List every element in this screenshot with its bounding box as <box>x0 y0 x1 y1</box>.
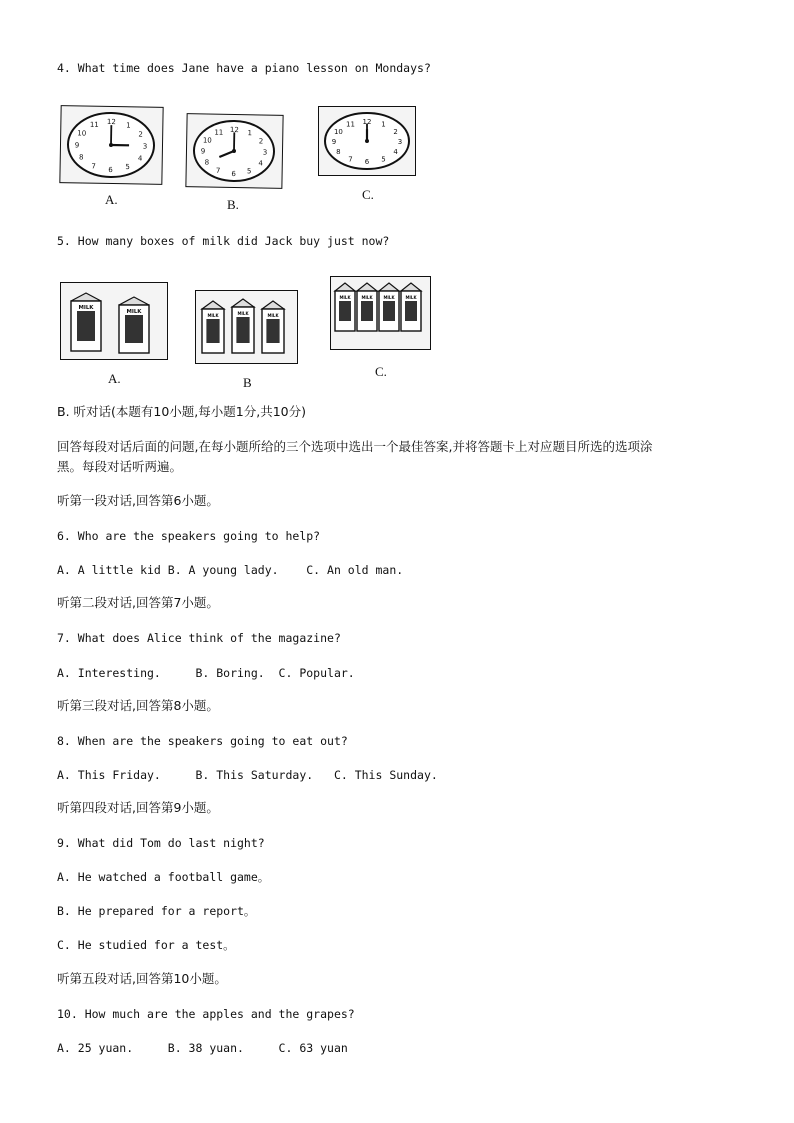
svg-text:MILK: MILK <box>339 295 351 300</box>
question-9: 9. What did Tom do last night? <box>57 836 265 850</box>
milk-carton-icon <box>379 283 399 331</box>
svg-text:MILK: MILK <box>237 311 249 316</box>
clock-number: 7 <box>215 166 221 175</box>
clock-number: 8 <box>336 148 341 156</box>
clock-number: 4 <box>258 159 263 168</box>
answer-options: A. Interesting. B. Boring. C. Popular. <box>57 666 355 680</box>
clock-number: 6 <box>364 158 370 166</box>
svg-text:MILK: MILK <box>383 295 395 300</box>
clock-icon <box>325 113 409 169</box>
question-4: 4. What time does Jane have a piano lesson on Mondays? <box>57 61 431 75</box>
milk-carton-icon <box>232 299 254 353</box>
clock-figure-b <box>185 113 283 189</box>
milk-carton-icon <box>335 283 355 331</box>
svg-text:MILK: MILK <box>207 313 219 318</box>
clock-number: 3 <box>397 138 403 146</box>
question-5: 5. How many boxes of milk did Jack buy just now? <box>57 234 390 248</box>
instructions-line-1: 回答每段对话后面的问题,在每小题所给的三个选项中选出一个最佳答案,并将答题卡上对应题目所选的选项涂 <box>57 439 653 454</box>
option-caption-b: B <box>243 375 252 390</box>
dialogue-intro: 听第二段对话,回答第7小题。 <box>57 595 219 610</box>
answer-options: A. This Friday. B. This Saturday. C. This Sunday. <box>57 768 438 782</box>
clock-number: 9 <box>74 141 80 150</box>
clock-number: 7 <box>91 162 96 171</box>
clock-number: 10 <box>77 129 87 138</box>
milk-carton-icon <box>202 301 224 353</box>
clock-number: 6 <box>108 165 113 175</box>
instructions-line-2: 黑。每段对话听两遍。 <box>57 459 183 474</box>
clock-number: 7 <box>348 155 353 164</box>
clock-number: 6 <box>231 169 236 179</box>
clock-number: 12 <box>229 125 239 135</box>
answer-option-b: B. He prepared for a report。 <box>57 904 256 918</box>
clock-number: 5 <box>246 167 252 176</box>
svg-text:MILK: MILK <box>267 313 279 318</box>
svg-text:MILK: MILK <box>405 295 417 300</box>
clock-number: 4 <box>137 154 143 163</box>
clock-number: 11 <box>89 120 99 129</box>
question-7: 7. What does Alice think of the magazine? <box>57 631 341 645</box>
option-caption-b: B. <box>227 197 239 212</box>
milk-figure-a <box>60 282 168 360</box>
option-caption-a: A. <box>108 371 121 386</box>
dialogue-intro: 听第五段对话,回答第10小题。 <box>57 971 227 986</box>
answer-options: A. 25 yuan. B. 38 yuan. C. 63 yuan <box>57 1041 348 1055</box>
milk-carton-icon <box>357 283 377 331</box>
clock-number: 3 <box>262 148 268 157</box>
option-caption-c: C. <box>362 187 374 202</box>
clock-number: 11 <box>346 120 355 129</box>
dialogue-intro: 听第四段对话,回答第9小题。 <box>57 800 219 815</box>
question-8: 8. When are the speakers going to eat out? <box>57 734 348 748</box>
clock-figure-a <box>59 105 163 185</box>
milk-carton-icon <box>262 301 284 353</box>
clock-number: 1 <box>247 129 253 138</box>
clock-number: 1 <box>126 121 131 130</box>
milk-carton-icon <box>71 293 101 351</box>
option-caption-a: A. <box>105 192 118 207</box>
clock-number: 8 <box>204 158 210 167</box>
dialogue-intro: 听第一段对话,回答第6小题。 <box>57 493 219 508</box>
milk-figure-c <box>330 276 431 350</box>
clock-number: 12 <box>362 118 372 126</box>
clock-number: 4 <box>393 148 398 156</box>
clock-number: 3 <box>142 142 148 151</box>
clock-number: 5 <box>381 155 386 164</box>
milk-figure-b <box>195 290 298 364</box>
svg-text:MILK: MILK <box>126 309 142 315</box>
clock-icon <box>193 120 274 181</box>
clock-number: 9 <box>200 147 206 156</box>
clock-number: 10 <box>333 128 343 136</box>
clock-number: 11 <box>214 128 224 137</box>
clock-number: 9 <box>331 138 337 146</box>
svg-text:MILK: MILK <box>78 305 94 311</box>
section-b-heading: B. 听对话(本题有10小题,每小题1分,共10分) <box>57 404 306 419</box>
clock-number: 1 <box>381 120 386 129</box>
clock-number: 2 <box>258 137 264 146</box>
clock-number: 5 <box>125 163 130 172</box>
answer-option-c: C. He studied for a test。 <box>57 938 235 952</box>
svg-text:MILK: MILK <box>361 295 373 300</box>
option-caption-c: C. <box>375 364 387 379</box>
clock-number: 12 <box>106 117 116 127</box>
question-6: 6. Who are the speakers going to help? <box>57 529 321 543</box>
clock-figure-c <box>318 106 416 176</box>
question-10: 10. How much are the apples and the grapes? <box>57 1007 355 1021</box>
clock-number: 2 <box>393 128 398 136</box>
milk-carton-icon <box>119 297 149 353</box>
clock-icon <box>67 112 154 177</box>
answer-option-a: A. He watched a football game。 <box>57 870 270 884</box>
clock-number: 10 <box>202 136 212 145</box>
clock-number: 2 <box>138 130 143 139</box>
dialogue-intro: 听第三段对话,回答第8小题。 <box>57 698 219 713</box>
clock-number: 8 <box>79 153 84 162</box>
milk-carton-icon <box>401 283 421 331</box>
answer-options: A. A little kid B. A young lady. C. An old man. <box>57 563 404 577</box>
